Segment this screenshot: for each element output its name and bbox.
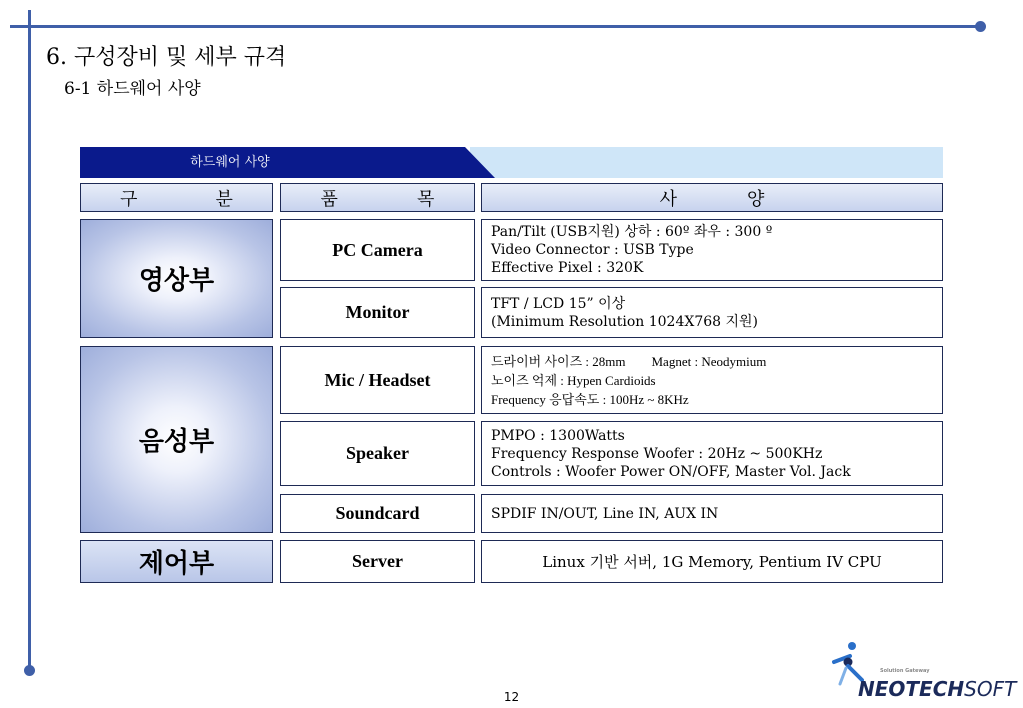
spec-line: Frequency Response Woofer : 20Hz ~ 500KHz: [491, 445, 823, 462]
banner-title: 하드웨어 사양: [190, 155, 270, 170]
logo-tagline: Solution Gateway: [880, 668, 930, 674]
page-subtitle: 6-1 하드웨어 사양: [64, 79, 201, 99]
category-control: 제어부: [80, 540, 273, 583]
banner-background: [470, 147, 943, 178]
spec-line: 드라이버 사이즈 : 28mm Magnet : Neodymium: [491, 353, 767, 369]
spec-line: Linux 기반 서버, 1G Memory, Pentium IV CPU: [542, 552, 882, 571]
page-number: 12: [503, 690, 520, 704]
logo-bold: NEOTECH: [858, 677, 965, 701]
logo-wordmark: [858, 677, 1016, 701]
spec-line: (Minimum Resolution 1024X768 지원): [491, 313, 758, 330]
header-category-char-1: 구: [120, 188, 138, 210]
header-item: [280, 183, 475, 212]
spec-monitor: [481, 287, 943, 338]
spec-server: [481, 540, 943, 583]
bottom-left-dot: [24, 665, 35, 676]
category-video: 영상부: [80, 219, 273, 338]
category-audio: 음성부: [80, 346, 273, 533]
header-item-char-1: 품: [320, 188, 338, 210]
spec-mic-headset: [481, 346, 943, 414]
item-soundcard: Soundcard: [280, 494, 475, 533]
logo-light: SOFT: [964, 677, 1017, 701]
top-right-dot: [975, 21, 986, 32]
spec-line: Effective Pixel : 320K: [491, 260, 644, 276]
spec-line: Pan/Tilt (USB지원) 상하 : 60º 좌우 : 300 º: [491, 224, 773, 240]
spec-line: PMPO : 1300Watts: [491, 427, 625, 444]
item-mic-headset: Mic / Headset: [280, 346, 475, 414]
header-item-char-2: 목: [417, 188, 435, 210]
item-pc-camera: PC Camera: [280, 219, 475, 281]
item-monitor: Monitor: [280, 287, 475, 338]
header-spec: [481, 183, 943, 212]
spec-pc-camera: [481, 219, 943, 281]
spec-speaker: [481, 421, 943, 486]
top-frame-line: [10, 25, 980, 28]
spec-line: 노이즈 억제 : Hypen Cardioids: [491, 372, 656, 388]
header-spec-char-2: 양: [747, 188, 765, 210]
left-frame-line: [28, 10, 31, 675]
page-title: 6. 구성장비 및 세부 규격: [46, 45, 287, 70]
spec-line: Frequency 응답속도 : 100Hz ~ 8KHz: [491, 391, 689, 407]
header-category: [80, 183, 273, 212]
header-category-char-2: 분: [215, 188, 233, 210]
spec-line: SPDIF IN/OUT, Line IN, AUX IN: [491, 505, 719, 522]
spec-line: Controls : Woofer Power ON/OFF, Master Vol. Jack: [491, 463, 851, 480]
spec-line: TFT / LCD 15” 이상: [491, 295, 626, 312]
item-speaker: Speaker: [280, 421, 475, 486]
spec-line: Video Connector : USB Type: [491, 242, 694, 258]
item-server: Server: [280, 540, 475, 583]
spec-soundcard: [481, 494, 943, 533]
header-spec-char-1: 사: [659, 188, 677, 210]
